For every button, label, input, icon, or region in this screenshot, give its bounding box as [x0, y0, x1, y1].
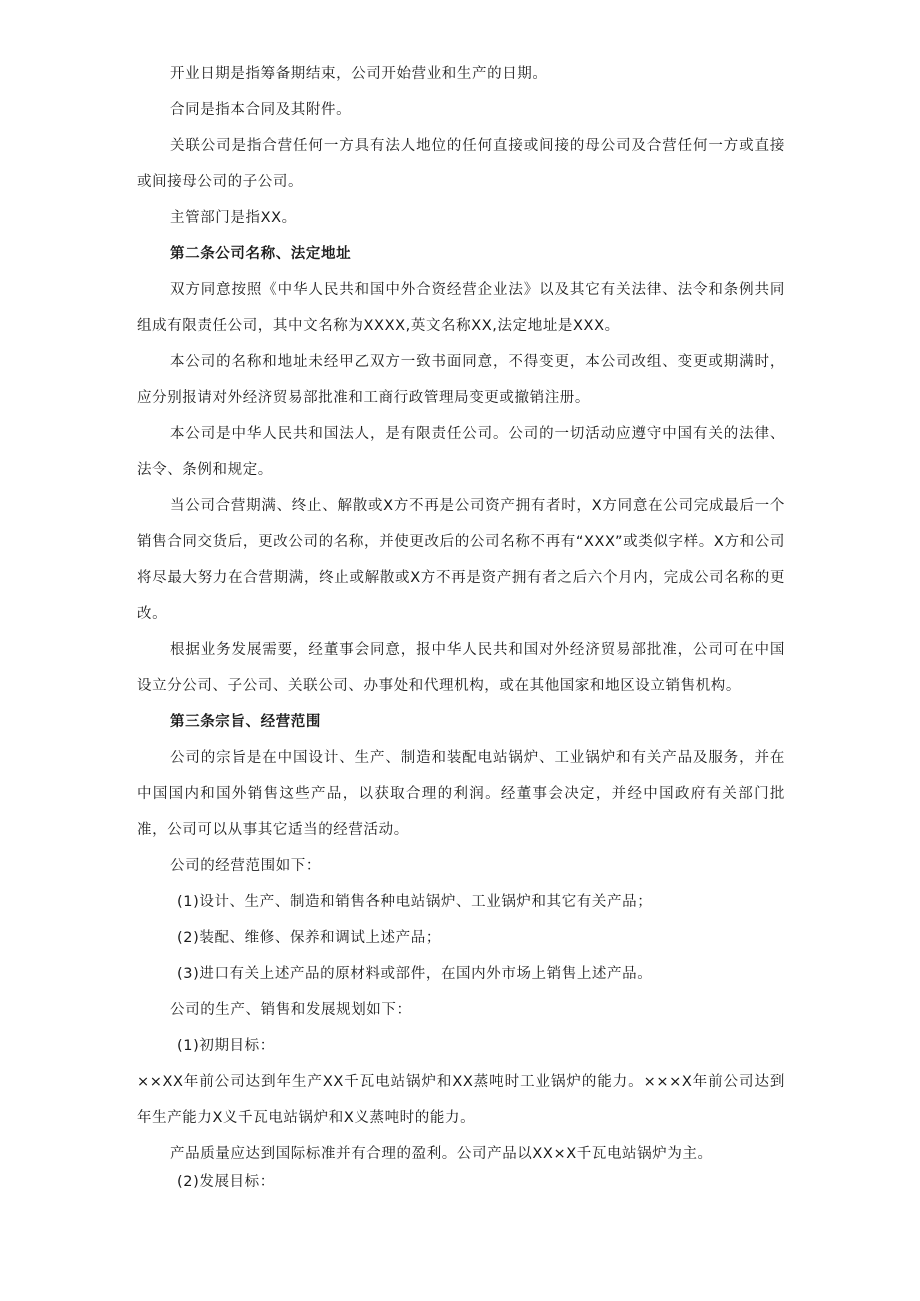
list-item-scope-2: (2)装配、维修、保养和调试上述产品； [177, 930, 441, 946]
paragraph-legal-person: 本公司是中华人民共和国法人，是有限责任公司。公司的一切活动应遵守中国有关的法律、法令、条例和规定。 [137, 426, 785, 478]
paragraph-name-change: 本公司的名称和地址未经甲乙双方一致书面同意，不得变更，本公司改组、变更或期满时，应分别报请对外经济贸易部批准和工商行政管理局变更或撤销注册。 [137, 354, 785, 406]
paragraph-quality: 产品质量应达到国际标准并有合理的盈利。公司产品以XX×X千瓦电站锅炉为主。 [170, 1146, 713, 1162]
list-item-scope-3: (3)进口有关上述产品的原材料或部件，在国内外市场上销售上述产品。 [177, 966, 653, 982]
paragraph-scope-intro: 公司的经营范围如下： [170, 858, 321, 874]
paragraph-capacity: ××XX年前公司达到年生产XX千瓦电站锅炉和XX蒸吨时工业锅炉的能力。×××X年前公司达到年生产能力X义千瓦电站锅炉和X义蒸吨时的能力。 [137, 1074, 785, 1126]
heading-article-3: 第三条宗旨、经营范围 [170, 714, 321, 730]
paragraph-branches: 根据业务发展需要，经董事会同意，报中华人民共和国对外经济贸易部批准，公司可在中国设立分公司、子公司、关联公司、办事处和代理机构，或在其他国家和地区设立销售机构。 [137, 642, 785, 694]
document-page [137, 56, 785, 1196]
paragraph-affiliate-def: 关联公司是指合营任何一方具有法人地位的任何直接或间接的母公司及合营任何一方或直接或间接母公司的子公司。 [137, 138, 785, 190]
paragraph-plan-intro: 公司的生产、销售和发展规划如下： [170, 1002, 412, 1018]
heading-article-2: 第二条公司名称、法定地址 [170, 246, 352, 262]
paragraph-name-after-expiry: 当公司合营期满、终止、解散或X方不再是公司资产拥有者时，X方同意在公司完成最后一个销售合同交货后，更改公司的名称，并使更改后的公司名称不再有“XXX”或类似字样。X方和公司将尽最大努力在合营期满，终止或解散或X方不再是资产拥有者之后六个月内，完成公司名称的更改。 [137, 498, 785, 622]
list-item-initial-goal: (1)初期目标： [177, 1038, 275, 1054]
paragraph-company-name: 双方同意按照《中华人民共和国中外合资经营企业法》以及其它有关法律、法令和条例共同组成有限责任公司，其中文名称为XXXX,英文名称XX,法定地址是XXX。 [137, 282, 785, 334]
paragraph-purpose: 公司的宗旨是在中国设计、生产、制造和装配电站锅炉、工业锅炉和有关产品及服务，并在中国国内和国外销售这些产品，以获取合理的利润。经董事会决定，并经中国政府有关部门批准，公司可以从事其它适当的经营活动。 [137, 750, 785, 838]
paragraph-opening-date: 开业日期是指筹备期结束，公司开始营业和生产的日期。 [170, 66, 548, 82]
paragraph-authority-def: 主管部门是指XX。 [170, 210, 297, 226]
list-item-scope-1: (1)设计、生产、制造和销售各种电站锅炉、工业锅炉和其它有关产品； [177, 894, 653, 910]
paragraph-contract-def: 合同是指本合同及其附件。 [170, 102, 352, 118]
list-item-development-goal: (2)发展目标： [177, 1174, 275, 1190]
